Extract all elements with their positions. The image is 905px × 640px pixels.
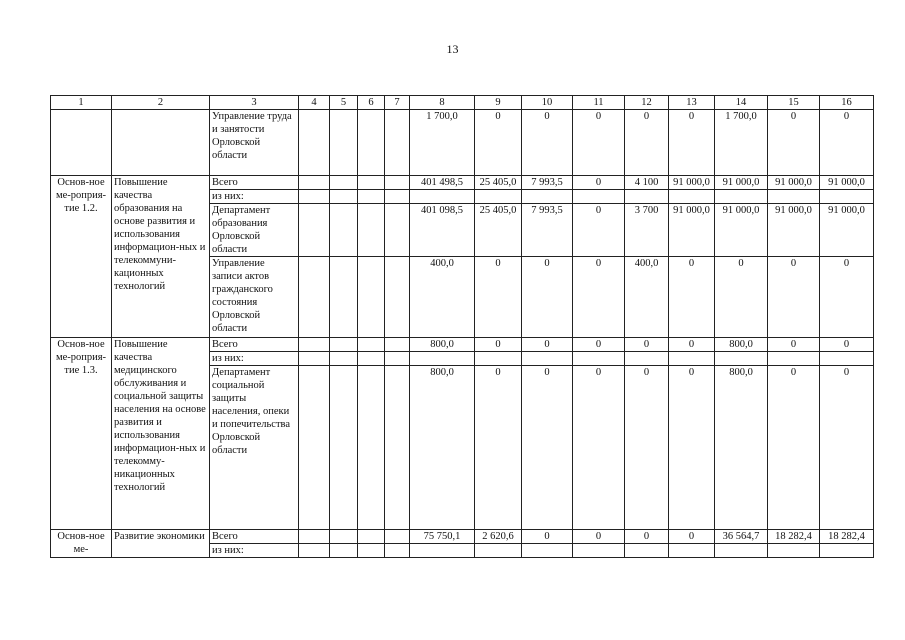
value-cell: 7 993,5 <box>522 176 573 190</box>
empty-cell <box>299 204 330 257</box>
executor-cell: Управление труда и занятости Орловской области <box>210 110 299 176</box>
value-cell <box>820 544 874 558</box>
empty-cell <box>330 544 358 558</box>
empty-cell <box>358 176 385 190</box>
executor-cell: Всего <box>210 530 299 544</box>
value-cell: 0 <box>573 366 625 530</box>
column-header: 5 <box>330 96 358 110</box>
value-cell <box>410 544 475 558</box>
value-cell: 91 000,0 <box>715 176 768 190</box>
value-cell: 0 <box>820 366 874 530</box>
column-header: 14 <box>715 96 768 110</box>
value-cell <box>768 190 820 204</box>
column-header: 4 <box>299 96 330 110</box>
value-cell: 91 000,0 <box>768 204 820 257</box>
value-cell <box>625 352 669 366</box>
value-cell <box>625 544 669 558</box>
table-row <box>51 338 874 352</box>
value-cell: 4 100 <box>625 176 669 190</box>
empty-cell <box>385 176 410 190</box>
value-cell <box>768 544 820 558</box>
value-cell: 0 <box>669 366 715 530</box>
empty-cell <box>358 204 385 257</box>
page-number: 13 <box>446 42 459 56</box>
value-cell: 0 <box>820 338 874 352</box>
measure-cell: Основ-ное ме-роприя-тие 1.3. <box>51 338 112 530</box>
column-header: 2 <box>112 96 210 110</box>
value-cell: 0 <box>625 110 669 176</box>
value-cell: 0 <box>768 338 820 352</box>
value-cell: 0 <box>522 530 573 544</box>
value-cell: 0 <box>768 366 820 530</box>
measure-name-cell <box>112 110 210 176</box>
value-cell <box>669 544 715 558</box>
value-cell: 0 <box>768 257 820 338</box>
empty-cell <box>358 352 385 366</box>
value-cell <box>715 190 768 204</box>
value-cell: 0 <box>475 366 522 530</box>
value-cell: 800,0 <box>715 338 768 352</box>
empty-cell <box>358 544 385 558</box>
value-cell: 0 <box>475 338 522 352</box>
value-cell: 0 <box>625 530 669 544</box>
empty-cell <box>358 530 385 544</box>
empty-cell <box>299 366 330 530</box>
value-cell <box>715 544 768 558</box>
value-cell: 0 <box>475 110 522 176</box>
empty-cell <box>299 257 330 338</box>
value-cell <box>475 544 522 558</box>
column-header: 16 <box>820 96 874 110</box>
measure-cell <box>51 110 112 176</box>
value-cell <box>820 352 874 366</box>
empty-cell <box>358 366 385 530</box>
empty-cell <box>330 190 358 204</box>
empty-cell <box>299 190 330 204</box>
value-cell <box>715 352 768 366</box>
value-cell <box>522 544 573 558</box>
value-cell: 0 <box>573 204 625 257</box>
value-cell: 0 <box>820 257 874 338</box>
value-cell: 0 <box>573 257 625 338</box>
budget-table <box>50 95 874 558</box>
empty-cell <box>299 338 330 352</box>
column-header: 10 <box>522 96 573 110</box>
column-header: 1 <box>51 96 112 110</box>
value-cell <box>475 190 522 204</box>
empty-cell <box>330 204 358 257</box>
value-cell: 401 098,5 <box>410 204 475 257</box>
value-cell: 25 405,0 <box>475 204 522 257</box>
column-header: 8 <box>410 96 475 110</box>
executor-cell: Всего <box>210 176 299 190</box>
value-cell: 400,0 <box>410 257 475 338</box>
value-cell: 0 <box>573 530 625 544</box>
value-cell: 91 000,0 <box>715 204 768 257</box>
executor-cell: Всего <box>210 338 299 352</box>
value-cell: 0 <box>820 110 874 176</box>
value-cell: 25 405,0 <box>475 176 522 190</box>
value-cell: 2 620,6 <box>475 530 522 544</box>
value-cell <box>522 190 573 204</box>
empty-cell <box>385 338 410 352</box>
value-cell: 800,0 <box>410 338 475 352</box>
column-header: 15 <box>768 96 820 110</box>
column-header: 13 <box>669 96 715 110</box>
value-cell <box>820 190 874 204</box>
value-cell: 91 000,0 <box>669 204 715 257</box>
executor-cell: Департамент социальной защиты населения, опеки и попечительства Орловской области <box>210 366 299 530</box>
empty-cell <box>385 366 410 530</box>
value-cell: 0 <box>625 338 669 352</box>
empty-cell <box>330 352 358 366</box>
value-cell: 18 282,4 <box>768 530 820 544</box>
value-cell: 0 <box>669 110 715 176</box>
value-cell <box>768 352 820 366</box>
executor-cell: Департамент образования Орловской области <box>210 204 299 257</box>
value-cell: 1 700,0 <box>715 110 768 176</box>
table-row <box>51 530 874 544</box>
measure-cell: Основ-ное ме- <box>51 530 112 558</box>
value-cell <box>410 352 475 366</box>
value-cell: 0 <box>522 110 573 176</box>
value-cell: 0 <box>625 366 669 530</box>
value-cell: 400,0 <box>625 257 669 338</box>
column-header: 12 <box>625 96 669 110</box>
column-header: 7 <box>385 96 410 110</box>
measure-name-cell: Повышение качества образования на основе развития и использования информацион-ных и телекоммуни-кационных технологий <box>112 176 210 338</box>
value-cell: 7 993,5 <box>522 204 573 257</box>
column-header: 6 <box>358 96 385 110</box>
value-cell: 91 000,0 <box>820 204 874 257</box>
value-cell: 800,0 <box>410 366 475 530</box>
value-cell: 75 750,1 <box>410 530 475 544</box>
value-cell: 0 <box>573 110 625 176</box>
value-cell: 0 <box>475 257 522 338</box>
value-cell: 3 700 <box>625 204 669 257</box>
empty-cell <box>299 176 330 190</box>
value-cell: 36 564,7 <box>715 530 768 544</box>
table-row <box>51 110 874 176</box>
empty-cell <box>330 530 358 544</box>
table-row <box>51 176 874 190</box>
value-cell <box>669 352 715 366</box>
value-cell: 0 <box>669 530 715 544</box>
value-cell: 0 <box>573 176 625 190</box>
empty-cell <box>358 110 385 176</box>
value-cell <box>410 190 475 204</box>
value-cell: 91 000,0 <box>669 176 715 190</box>
empty-cell <box>358 190 385 204</box>
executor-cell: из них: <box>210 352 299 366</box>
value-cell <box>573 544 625 558</box>
measure-cell: Основ-ное ме-роприя-тие 1.2. <box>51 176 112 338</box>
empty-cell <box>330 338 358 352</box>
value-cell: 91 000,0 <box>768 176 820 190</box>
empty-cell <box>385 190 410 204</box>
value-cell <box>522 352 573 366</box>
value-cell: 401 498,5 <box>410 176 475 190</box>
column-header: 9 <box>475 96 522 110</box>
value-cell <box>475 352 522 366</box>
measure-name-cell: Повышение качества медицинского обслуживания и социальной защиты населения на основе развития и использования информацион-ных и телекомму-никационных технологий <box>112 338 210 530</box>
empty-cell <box>385 352 410 366</box>
value-cell <box>573 352 625 366</box>
empty-cell <box>299 530 330 544</box>
value-cell: 0 <box>768 110 820 176</box>
executor-cell: из них: <box>210 190 299 204</box>
empty-cell <box>358 257 385 338</box>
value-cell <box>573 190 625 204</box>
value-cell <box>669 190 715 204</box>
column-header: 11 <box>573 96 625 110</box>
measure-name-cell: Развитие экономики <box>112 530 210 558</box>
empty-cell <box>385 204 410 257</box>
header-row <box>51 96 874 110</box>
value-cell: 0 <box>522 338 573 352</box>
value-cell: 0 <box>522 257 573 338</box>
empty-cell <box>385 110 410 176</box>
empty-cell <box>330 366 358 530</box>
empty-cell <box>330 257 358 338</box>
value-cell: 18 282,4 <box>820 530 874 544</box>
empty-cell <box>358 338 385 352</box>
value-cell <box>625 190 669 204</box>
empty-cell <box>385 530 410 544</box>
empty-cell <box>330 110 358 176</box>
value-cell: 1 700,0 <box>410 110 475 176</box>
empty-cell <box>385 257 410 338</box>
column-header: 3 <box>210 96 299 110</box>
value-cell: 0 <box>522 366 573 530</box>
value-cell: 91 000,0 <box>820 176 874 190</box>
executor-cell: Управление записи актов гражданского состояния Орловской области <box>210 257 299 338</box>
empty-cell <box>299 544 330 558</box>
empty-cell <box>330 176 358 190</box>
empty-cell <box>385 544 410 558</box>
empty-cell <box>299 352 330 366</box>
value-cell: 800,0 <box>715 366 768 530</box>
value-cell: 0 <box>715 257 768 338</box>
value-cell: 0 <box>669 257 715 338</box>
executor-cell: из них: <box>210 544 299 558</box>
value-cell: 0 <box>573 338 625 352</box>
value-cell: 0 <box>669 338 715 352</box>
empty-cell <box>299 110 330 176</box>
